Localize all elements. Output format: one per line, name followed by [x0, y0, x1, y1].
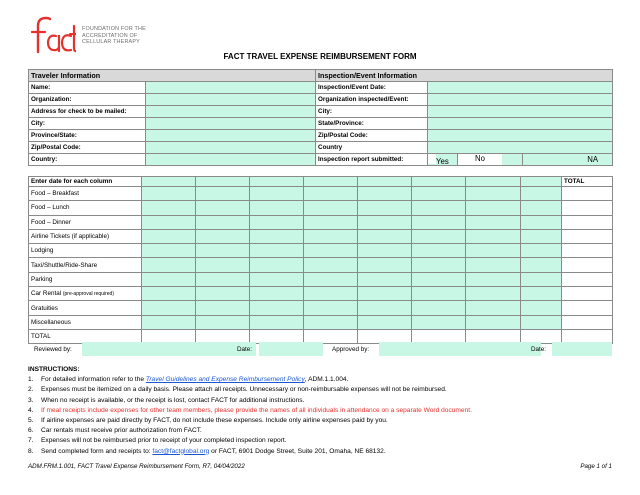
expense-cell[interactable] [466, 272, 521, 286]
inspection-city-field[interactable] [428, 106, 613, 118]
row-total-cell [562, 229, 613, 243]
inspection-label: Organization inspected/Event: [316, 94, 428, 106]
expense-cell[interactable] [304, 187, 358, 201]
date-cell[interactable] [412, 177, 466, 187]
review-section [28, 342, 612, 356]
date-cell[interactable] [304, 177, 358, 187]
org-line: CELLULAR THERAPY [82, 39, 140, 46]
date-cell[interactable] [142, 177, 196, 187]
instruction-number: 7. [28, 437, 34, 445]
row-total-cell [562, 187, 613, 201]
expense-cell[interactable] [412, 315, 466, 329]
instruction-number: 2. [28, 386, 34, 394]
expense-row [29, 301, 613, 315]
traveler-label: Address for check to be mailed: [29, 106, 146, 118]
expense-cell[interactable] [412, 287, 466, 301]
expense-row [29, 229, 613, 243]
instruction-item [28, 375, 618, 385]
car-rental-label: Car Rental [31, 290, 62, 298]
option-label: NA [587, 155, 599, 164]
expense-cell[interactable] [521, 301, 562, 315]
expense-cell[interactable] [466, 215, 521, 229]
row-total-cell [562, 244, 613, 258]
expense-label [29, 287, 142, 301]
expense-cell[interactable] [142, 272, 196, 286]
expense-cell[interactable] [466, 315, 521, 329]
instruction-text: Send completed form and receipts to: [41, 447, 153, 455]
inspection-date-field[interactable] [428, 82, 613, 94]
city-field[interactable] [146, 118, 316, 130]
expense-cell[interactable] [304, 215, 358, 229]
expense-cell[interactable] [358, 187, 412, 201]
expense-cell[interactable] [412, 244, 466, 258]
expense-label: Gratuities [29, 301, 142, 315]
instruction-item [28, 396, 618, 406]
expense-cell[interactable] [142, 315, 196, 329]
expense-cell[interactable] [412, 258, 466, 272]
expense-cell[interactable] [304, 258, 358, 272]
zip-field[interactable] [146, 142, 316, 154]
expense-cell[interactable] [250, 187, 304, 201]
expense-cell[interactable] [196, 215, 250, 229]
organization-name [82, 26, 146, 46]
expense-label: Airline Tickets (if applicable) [29, 229, 142, 243]
expense-cell[interactable] [412, 187, 466, 201]
expense-row [29, 215, 613, 229]
expense-cell[interactable] [142, 258, 196, 272]
address-field[interactable] [146, 106, 316, 118]
date-cell[interactable] [521, 177, 562, 187]
inspection-label: Zip/Postal Code: [316, 130, 428, 142]
traveler-label: Name: [29, 82, 146, 94]
instruction-item [28, 416, 618, 426]
expense-table [28, 176, 613, 344]
page-footer [28, 463, 612, 470]
expense-cell[interactable] [196, 287, 250, 301]
review-date-field[interactable] [259, 342, 323, 356]
expense-cell[interactable] [358, 215, 412, 229]
expense-cell[interactable] [142, 215, 196, 229]
expense-cell[interactable] [412, 272, 466, 286]
car-rental-note: (pre-approval required) [62, 291, 114, 298]
traveler-label: Zip/Postal Code: [29, 142, 146, 154]
expense-cell[interactable] [196, 244, 250, 258]
inspection-label: City: [316, 106, 428, 118]
expense-cell[interactable] [412, 301, 466, 315]
row-total-cell [562, 301, 613, 315]
expense-cell[interactable] [250, 301, 304, 315]
expense-cell[interactable] [196, 201, 250, 215]
instructions-heading: INSTRUCTIONS: [28, 366, 80, 373]
instruction-item [28, 436, 618, 446]
expense-cell[interactable] [250, 258, 304, 272]
expense-cell[interactable] [358, 287, 412, 301]
expense-cell[interactable] [466, 301, 521, 315]
expense-cell[interactable] [412, 215, 466, 229]
expense-cell[interactable] [358, 272, 412, 286]
instruction-text: or FACT, 6901 Dodge Street, Suite 201, Omaha, NE 68132. [209, 447, 386, 455]
expense-cell[interactable] [466, 258, 521, 272]
email-link[interactable]: fact@factglobal.org [152, 447, 210, 455]
expense-cell[interactable] [521, 187, 562, 201]
fact-logo [28, 14, 76, 54]
instruction-text: If airline expenses are paid directly by FACT, do not include these expenses. Include only airline expenses paid by you. [41, 417, 388, 425]
expense-cell[interactable] [142, 187, 196, 201]
inspection-header: Inspection/Event Information [316, 70, 613, 82]
expense-label: Food – Lunch [29, 201, 142, 215]
expense-cell[interactable] [358, 301, 412, 315]
expense-cell[interactable] [304, 272, 358, 286]
instruction-item [28, 447, 618, 457]
expense-cell[interactable] [196, 272, 250, 286]
expense-cell[interactable] [196, 229, 250, 243]
reviewed-by-label: Reviewed by: [34, 346, 72, 353]
instruction-text: Expenses will not be reimbursed prior to receipt of your completed inspection report. [41, 437, 287, 445]
expense-cell[interactable] [466, 229, 521, 243]
expense-cell[interactable] [466, 244, 521, 258]
expense-cell[interactable] [521, 272, 562, 286]
expense-row [29, 287, 613, 301]
approval-date-field[interactable] [552, 342, 612, 356]
expense-cell[interactable] [521, 258, 562, 272]
expense-cell[interactable] [250, 272, 304, 286]
expense-cell[interactable] [196, 258, 250, 272]
inspection-country-field[interactable] [428, 142, 613, 154]
expense-cell[interactable] [304, 229, 358, 243]
expense-cell[interactable] [358, 201, 412, 215]
reviewed-by-field[interactable] [82, 342, 256, 356]
traveler-label: Country: [29, 154, 146, 166]
expense-cell[interactable] [304, 201, 358, 215]
expense-label: Food – Dinner [29, 215, 142, 229]
info-table [28, 69, 613, 166]
expense-cell[interactable] [142, 201, 196, 215]
row-total-cell [562, 315, 613, 329]
date-cell[interactable] [250, 177, 304, 187]
inspection-zip-field[interactable] [428, 130, 613, 142]
date-cell[interactable] [196, 177, 250, 187]
document-id: ADM.FRM.1.001, FACT Travel Expense Reimbursement Form, R7, 04/04/2022 [28, 463, 245, 470]
inspection-label: Inspection/Event Date: [316, 82, 428, 94]
instruction-number: 6. [28, 427, 34, 435]
expense-label: Parking [29, 272, 142, 286]
inspection-label: State/Province: [316, 118, 428, 130]
instruction-text: When no receipt is available, or the receipt is lost, contact FACT for additional instructions. [41, 396, 305, 404]
traveler-header: Traveler Information [29, 70, 316, 82]
expense-cell[interactable] [250, 315, 304, 329]
instruction-item [28, 426, 618, 436]
date-cell[interactable] [466, 177, 521, 187]
instruction-text: Car rentals must receive prior authorization from FACT. [41, 427, 202, 435]
policy-link[interactable]: Travel Guidelines and Expense Reimbursement Policy [145, 376, 305, 384]
expense-cell[interactable] [142, 287, 196, 301]
approved-by-field[interactable] [379, 342, 541, 356]
row-total-cell [562, 287, 613, 301]
expense-row [29, 201, 613, 215]
instruction-number: 8. [28, 447, 34, 455]
expense-cell[interactable] [521, 287, 562, 301]
review-date-label: Date: [237, 346, 253, 353]
expense-cell[interactable] [466, 287, 521, 301]
option-label: Yes [436, 157, 449, 166]
org-line: FOUNDATION FOR THE [82, 26, 146, 32]
row-total-cell [562, 258, 613, 272]
organization-inspected-field[interactable] [428, 94, 613, 106]
expense-cell[interactable] [196, 187, 250, 201]
expense-cell[interactable] [466, 187, 521, 201]
expense-cell[interactable] [142, 229, 196, 243]
approval-date-label: Date: [531, 346, 547, 353]
expense-label: Lodging [29, 244, 142, 258]
expense-cell[interactable] [250, 215, 304, 229]
expense-row [29, 258, 613, 272]
expense-row [29, 272, 613, 286]
expense-row [29, 187, 613, 201]
expense-label: Taxi/Shuttle/Ride-Share [29, 258, 142, 272]
expense-cell[interactable] [250, 244, 304, 258]
instruction-number: 1. [28, 376, 34, 384]
inspection-label: Country [316, 142, 428, 154]
expense-cell[interactable] [304, 301, 358, 315]
instruction-text: Expenses must be itemized on a daily basis. Please attach all receipts. Unnecessary or non-reimbursable expenses will not be reimbursed. [41, 386, 447, 394]
report-option-yes[interactable] [428, 154, 458, 166]
name-field[interactable] [146, 82, 316, 94]
expense-cell[interactable] [304, 315, 358, 329]
instruction-item [28, 406, 618, 416]
inspection-state-field[interactable] [428, 118, 613, 130]
report-option-no[interactable] [458, 154, 523, 166]
page-number: Page 1 of 1 [580, 463, 612, 470]
expense-cell[interactable] [521, 315, 562, 329]
expense-cell[interactable] [358, 229, 412, 243]
total-header: TOTAL [562, 177, 613, 187]
report-option-na[interactable] [523, 154, 613, 166]
expense-cell[interactable] [142, 244, 196, 258]
expense-cell[interactable] [250, 229, 304, 243]
expense-label: TOTAL [29, 329, 142, 343]
expense-cell[interactable] [196, 301, 250, 315]
instruction-text: For detailed information refer to the [41, 376, 146, 384]
instruction-number: 3. [28, 396, 34, 404]
instruction-number: 4. [28, 406, 34, 414]
expense-cell[interactable] [250, 201, 304, 215]
instruction-text: , ADM.1.1.004. [304, 376, 349, 384]
expense-cell[interactable] [358, 315, 412, 329]
instructions [28, 365, 618, 457]
expense-label: Food – Breakfast [29, 187, 142, 201]
expense-cell[interactable] [521, 229, 562, 243]
option-label: No [458, 154, 502, 165]
form-title: FACT TRAVEL EXPENSE REIMBURSEMENT FORM [223, 52, 417, 61]
expense-cell[interactable] [412, 201, 466, 215]
instruction-text-warning: If meal receipts include expenses for other team members, please provide the names of all individuals in attendance on a separate Word document. [41, 406, 472, 414]
instruction-item [28, 385, 618, 395]
row-total-cell [562, 272, 613, 286]
expense-cell[interactable] [304, 244, 358, 258]
instruction-number: 5. [28, 417, 34, 425]
country-field[interactable] [146, 154, 316, 166]
organization-field[interactable] [146, 94, 316, 106]
date-header: Enter date for each column [29, 177, 142, 187]
date-cell[interactable] [358, 177, 412, 187]
expense-cell[interactable] [412, 229, 466, 243]
expense-row [29, 244, 613, 258]
expense-cell[interactable] [521, 201, 562, 215]
row-total-cell [562, 201, 613, 215]
approved-by-label: Approved by: [332, 346, 370, 353]
expense-cell[interactable] [521, 215, 562, 229]
expense-cell[interactable] [304, 287, 358, 301]
expense-cell[interactable] [142, 301, 196, 315]
traveler-label: Organization: [29, 94, 146, 106]
expense-label: Miscellaneous [29, 315, 142, 329]
traveler-label: City: [29, 118, 146, 130]
province-field[interactable] [146, 130, 316, 142]
expense-cell[interactable] [521, 244, 562, 258]
expense-cell[interactable] [358, 258, 412, 272]
expense-cell[interactable] [358, 244, 412, 258]
expense-cell[interactable] [466, 201, 521, 215]
expense-row [29, 315, 613, 329]
row-total-cell [562, 215, 613, 229]
expense-cell[interactable] [250, 287, 304, 301]
org-line: ACCREDITATION OF [82, 32, 138, 39]
expense-cell[interactable] [196, 315, 250, 329]
inspection-label: Inspection report submitted: [316, 154, 428, 166]
traveler-label: Province/State: [29, 130, 146, 142]
